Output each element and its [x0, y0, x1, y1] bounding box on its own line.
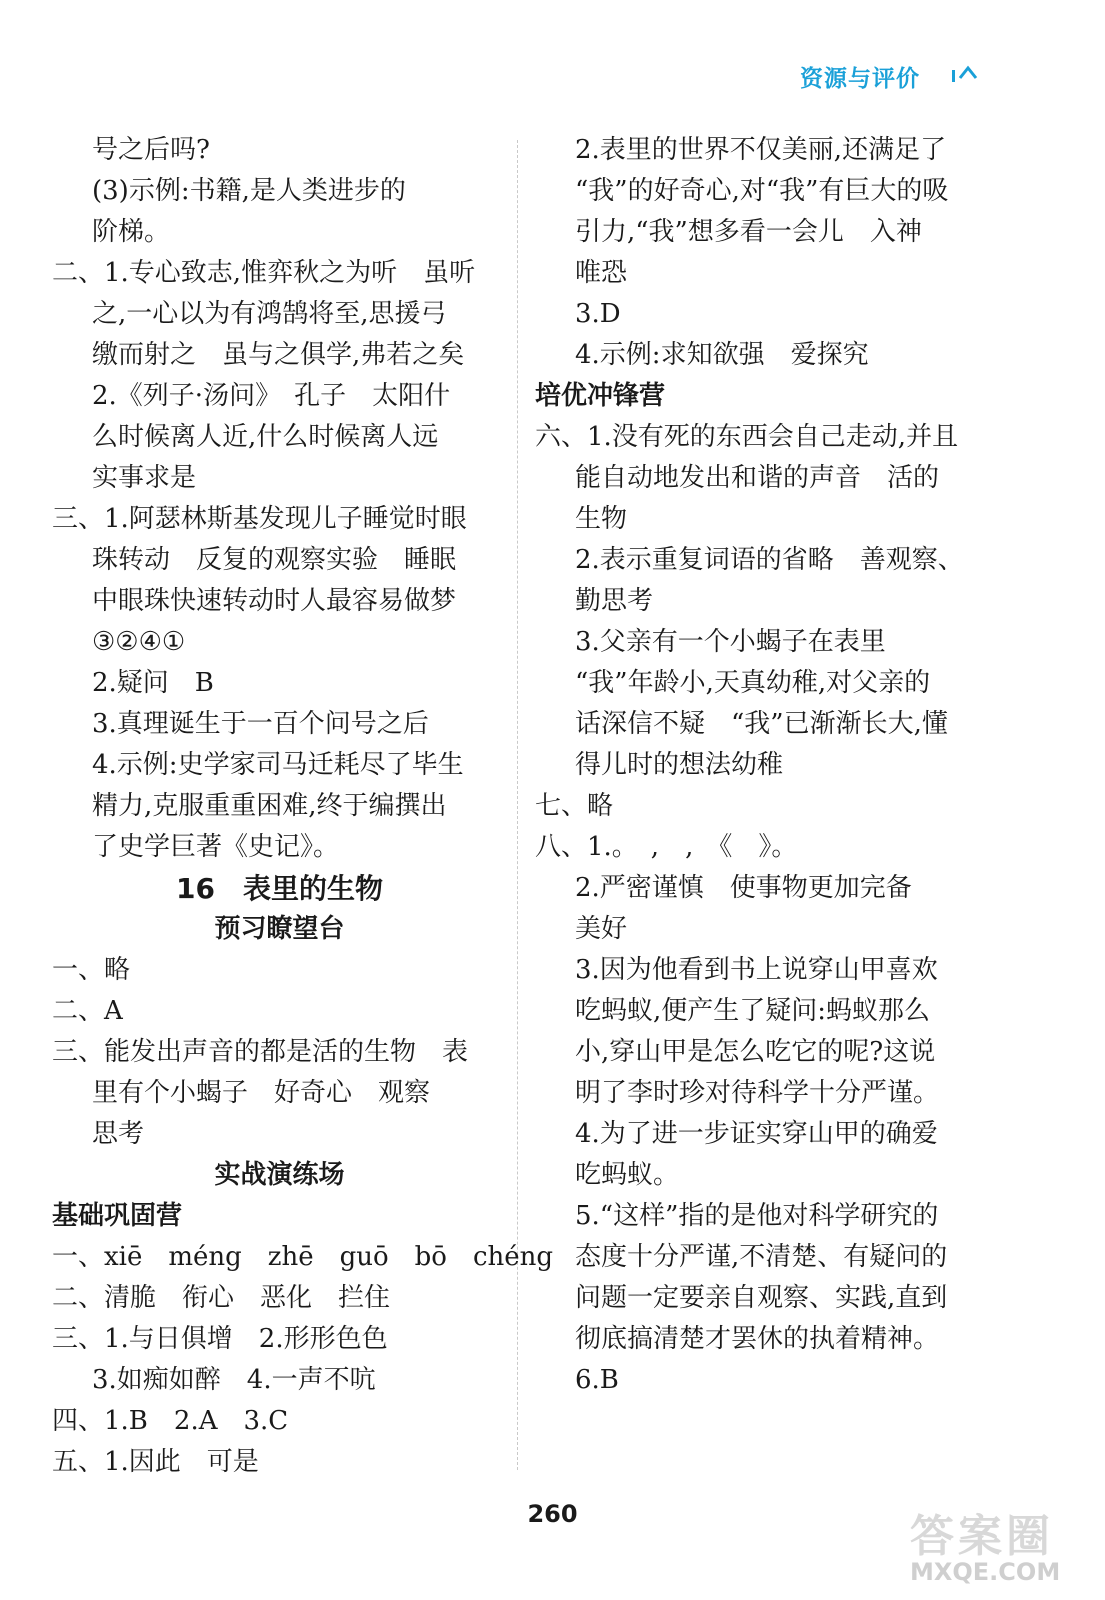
answer-line: 精力,克服重重困难,终于编撰出: [92, 791, 447, 821]
brand-decoration-icon: [950, 62, 980, 84]
answer-line: 2.严密谨慎 使事物更加完备: [575, 873, 912, 903]
answer-line: 三、1.与日俱增 2.形形色色: [52, 1324, 388, 1354]
answer-line: 2.表示重复词语的省略 善观察、: [575, 545, 964, 575]
subsection-heading: 基础巩固营: [52, 1201, 183, 1231]
answer-line: 5.“这样”指的是他对科学研究的: [575, 1201, 939, 1231]
answer-line: 之,一心以为有鸿鹄将至,思援弓: [92, 299, 447, 329]
answer-line: 3.父亲有一个小蝎子在表里: [575, 627, 886, 657]
answer-line: 唯恐: [575, 258, 628, 288]
answer-line: 生物: [575, 504, 628, 534]
answer-line: 2.表里的世界不仅美丽,还满足了: [575, 135, 947, 165]
answer-line: 三、能发出声音的都是活的生物 表: [52, 1037, 469, 1067]
answer-line: 八、1.。 , , 《 》。: [535, 832, 798, 862]
answer-line: 实事求是: [92, 463, 197, 493]
answer-line: 阶梯。: [92, 217, 171, 247]
answer-line: 3.因为他看到书上说穿山甲喜欢: [575, 955, 938, 985]
answer-line: ③②④①: [92, 627, 186, 657]
answer-line: 珠转动 反复的观察实验 睡眠: [92, 545, 457, 575]
answer-line: 一、xiē méng zhē guō bō chéng: [52, 1242, 554, 1272]
answer-line: 得儿时的想法幼稚: [575, 750, 784, 780]
answer-line: 明了李时珍对待科学十分严谨。: [575, 1078, 940, 1108]
watermark: [900, 1500, 1100, 1600]
answer-line: 3.如痴如醉 4.一声不吭: [92, 1365, 376, 1395]
answer-line: 四、1.B 2.A 3.C: [52, 1406, 289, 1436]
answer-line: 3.D: [575, 299, 621, 329]
answer-line: 4.为了进一步证实穿山甲的确爱: [575, 1119, 938, 1149]
answer-line: (3)示例:书籍,是人类进步的: [92, 176, 406, 206]
answer-line: 4.示例:史学家司马迁耗尽了毕生: [92, 750, 464, 780]
answer-line: 话深信不疑 “我”已渐渐长大,懂: [575, 709, 948, 739]
answer-line: “我”的好奇心,对“我”有巨大的吸: [575, 176, 949, 206]
answer-line: 七、略: [535, 791, 614, 821]
answer-line: 2.疑问 B: [92, 668, 214, 698]
answer-line: 二、清脆 衔心 恶化 拦住: [52, 1283, 391, 1313]
answer-line: 思考: [92, 1119, 145, 1149]
header-brand: 资源与评价: [800, 66, 920, 92]
subsection-heading: 培优冲锋营: [535, 381, 666, 411]
answer-line: 么时候离人近,什么时候离人远: [92, 422, 439, 452]
section-title: 实战演练场: [214, 1160, 345, 1190]
answer-line: 引力,“我”想多看一会儿 入神: [575, 217, 922, 247]
answer-line: 态度十分严谨,不清楚、有疑问的: [575, 1242, 948, 1272]
answer-line: 中眼珠快速转动时人最容易做梦: [92, 586, 457, 616]
answer-line: 能自动地发出和谐的声音 活的: [575, 463, 940, 493]
answer-line: 一、略: [52, 955, 131, 985]
right-column: [535, 130, 990, 1401]
answer-line: 美好: [575, 914, 628, 944]
answer-line: “我”年龄小,天真幼稚,对父亲的: [575, 668, 931, 698]
answer-line: 二、A: [52, 996, 123, 1026]
answer-line: 里有个小蝎子 好奇心 观察: [92, 1078, 431, 1108]
lesson-title: 16 表里的生物: [176, 872, 383, 905]
watermark-seal: 答案圈: [910, 1511, 1054, 1562]
answer-line: 二、1.专心致志,惟弈秋之为听 虽听: [52, 258, 476, 288]
answer-line: 6.B: [575, 1365, 619, 1395]
answer-line: 吃蚂蚁,便产生了疑问:蚂蚁那么: [575, 996, 931, 1026]
answer-line: 号之后吗?: [92, 135, 210, 165]
answer-line: 3.真理诞生于一百个问号之后: [92, 709, 429, 739]
answer-line: 勤思考: [575, 586, 654, 616]
answer-line: 小,穿山甲是怎么吃它的呢?这说: [575, 1037, 936, 1067]
answer-line: 五、1.因此 可是: [52, 1447, 259, 1477]
answer-line: 问题一定要亲自观察、实践,直到: [575, 1283, 948, 1313]
left-column: [52, 130, 554, 1483]
answer-line: 三、1.阿瑟林斯基发现儿子睡觉时眼: [52, 504, 467, 534]
page-number: 260: [527, 1500, 578, 1528]
answer-line: 缴而射之 虽与之俱学,弗若之矣: [92, 340, 465, 370]
answer-line: 六、1.没有死的东西会自己走动,并且: [535, 422, 959, 452]
watermark-url: MXQE.COM: [910, 1558, 1061, 1586]
answer-line: 4.示例:求知欲强 爱探究: [575, 340, 869, 370]
answer-line: 了史学巨著《史记》。: [92, 832, 340, 862]
section-title: 预习瞭望台: [214, 914, 345, 944]
answer-line: 彻底搞清楚才罢休的执着精神。: [575, 1324, 940, 1354]
answer-line: 吃蚂蚁。: [575, 1160, 680, 1190]
answer-line: 2.《列子·汤问》 孔子 太阳什: [92, 381, 451, 411]
